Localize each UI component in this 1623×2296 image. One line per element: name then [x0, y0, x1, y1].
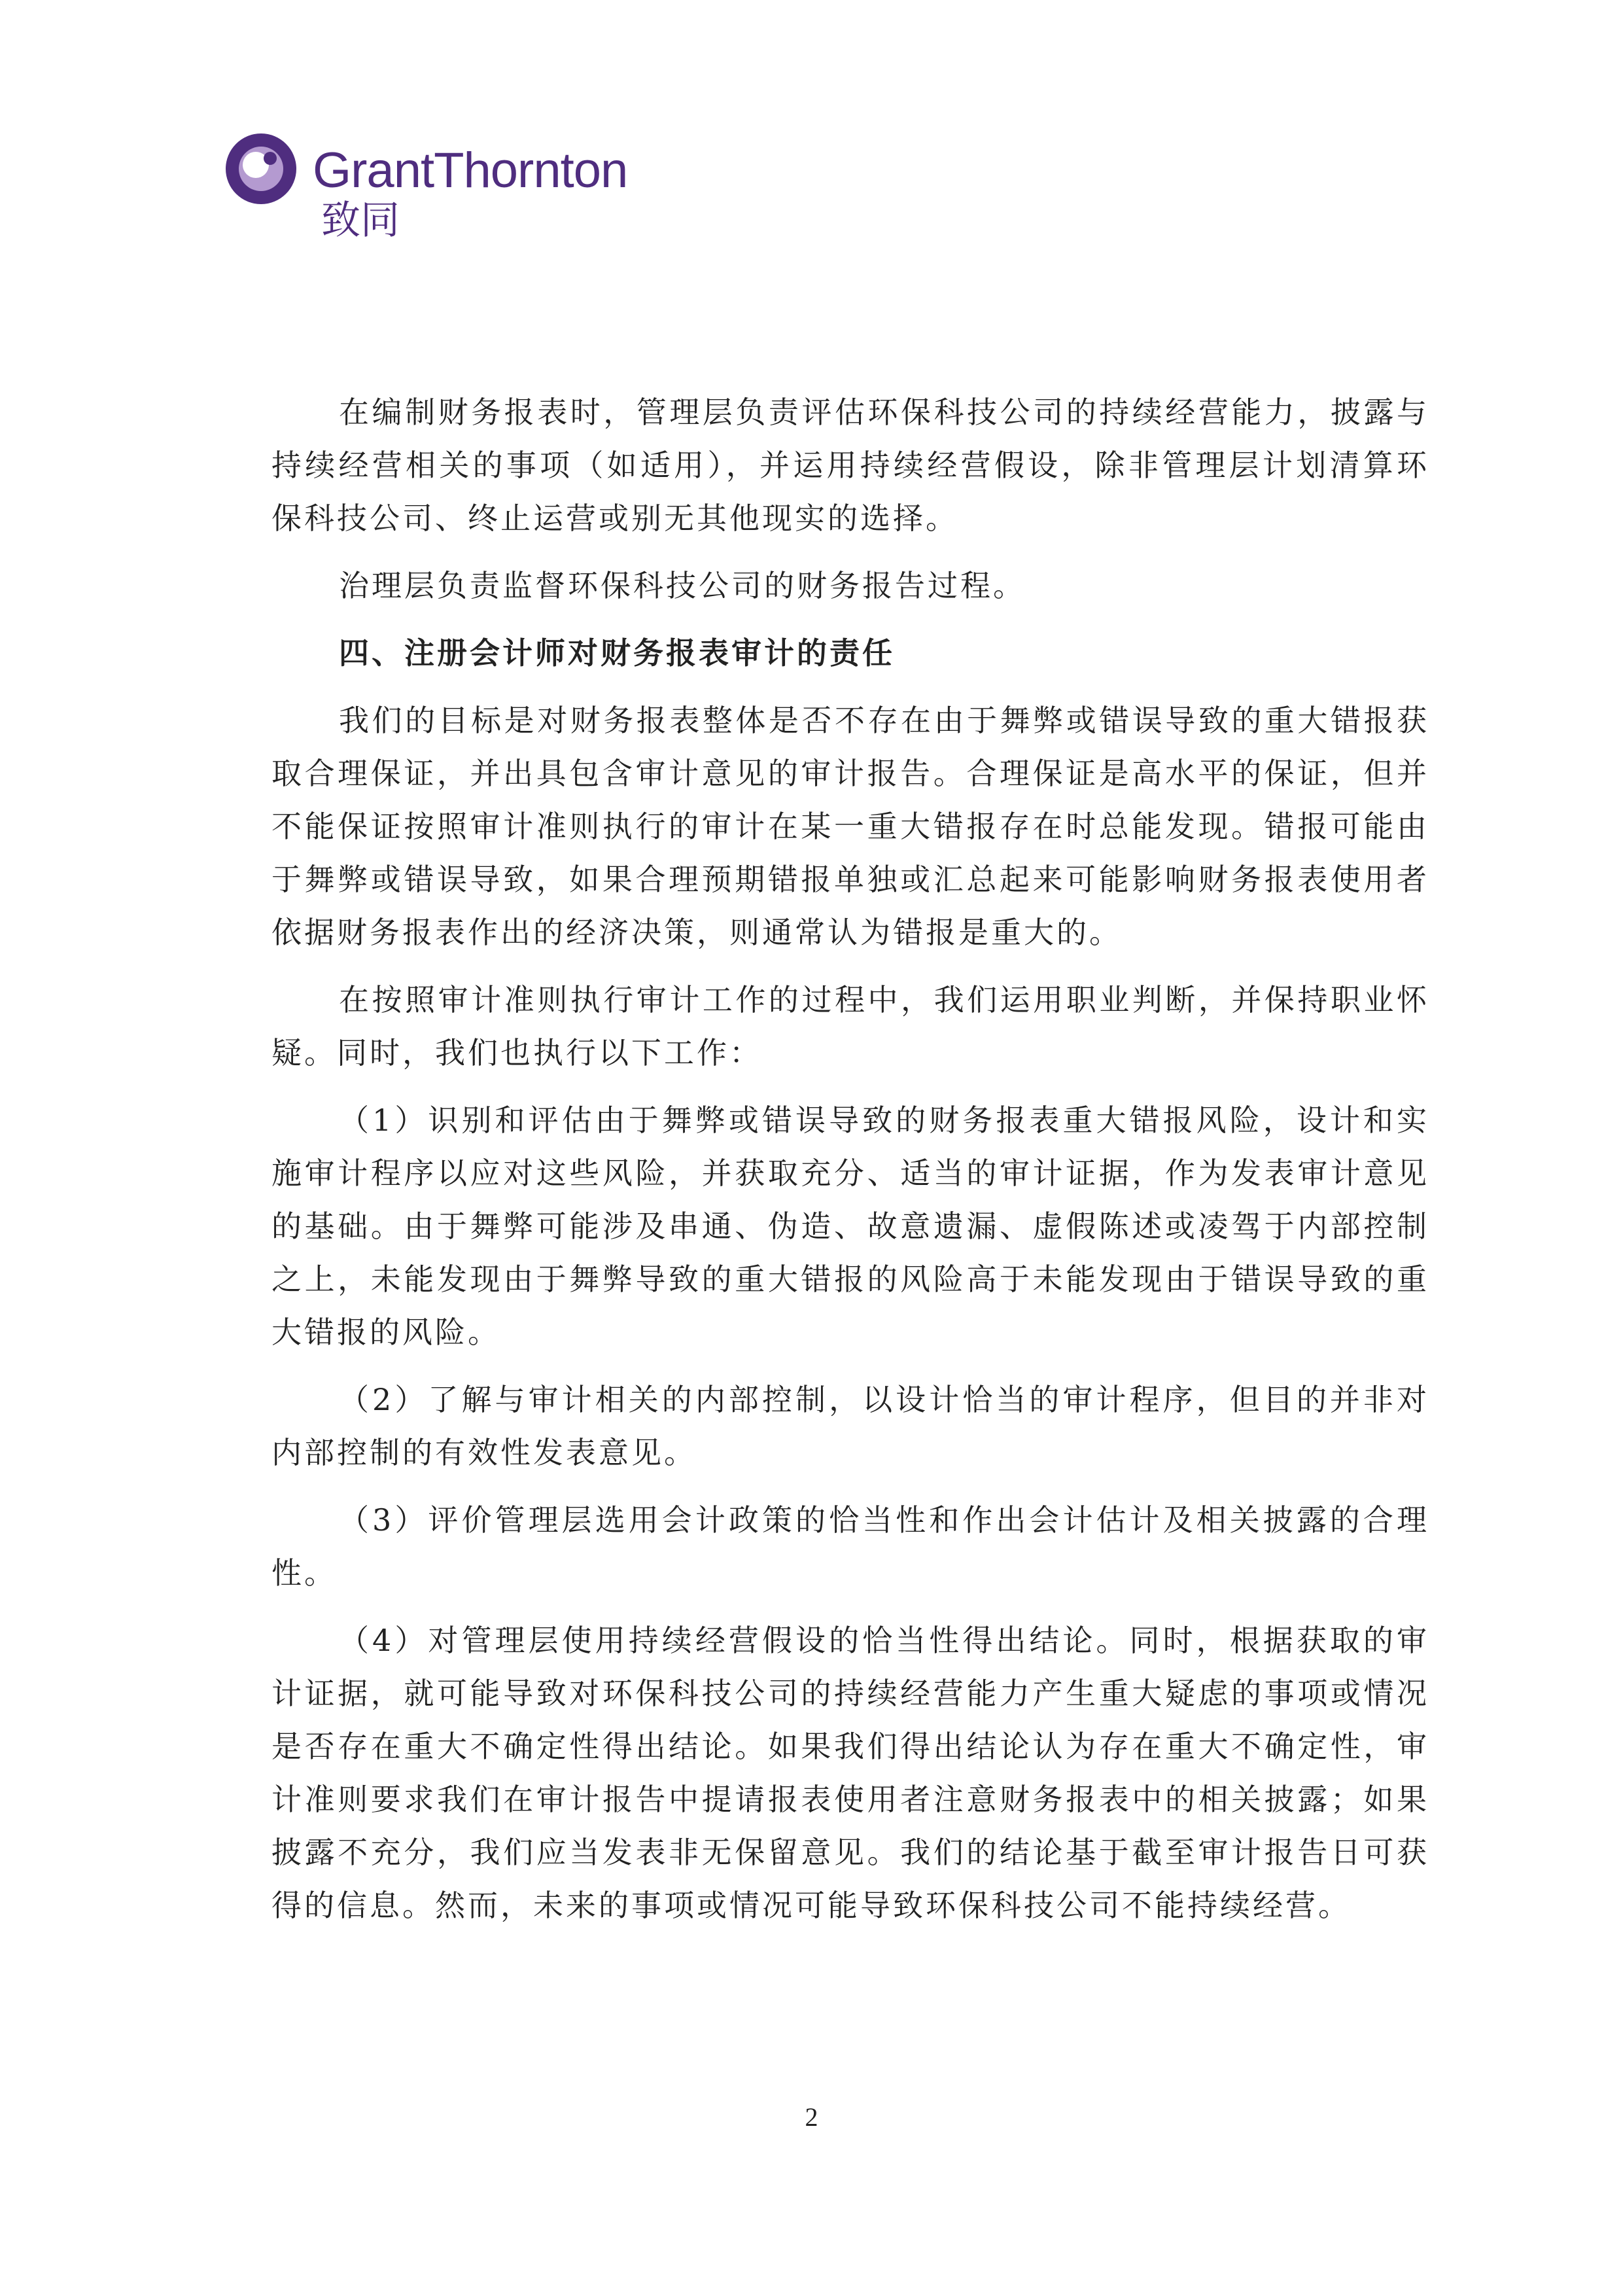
- list-item-4-going-concern-conclusion: （4）对管理层使用持续经营假设的恰当性得出结论。同时，根据获取的审计证据，就可能导致对环保科技公司的持续经营能力产生重大疑虑的事项或情况是否存在重大不确定性得出结论。如果我们得出结论认为存在重大不确定性，审计准则要求我们在审计报告中提请报表使用者注意财务报表中的相关披露；如果披露不充分，我们应当发表非无保留意见。我们的结论基于截至审计报告日可获得的信息。然而，未来的事项或情况可能导致环保科技公司不能持续经营。: [271, 1623, 1429, 1923]
- list-item-3-accounting-policies: （3）评价管理层选用会计政策的恰当性和作出会计估计及相关披露的合理性。: [271, 1502, 1429, 1591]
- grant-thornton-logo-mark-icon: [224, 132, 298, 205]
- page-number: 2: [805, 2102, 818, 2132]
- paragraph-going-concern-management: 在编制财务报表时，管理层负责评估环保科技公司的持续经营能力，披露与持续经营相关的事项（如适用），并运用持续经营假设，除非管理层计划清算环保科技公司、终止运营或别无其他现实的选择。: [271, 395, 1429, 536]
- paragraph-audit-objective: 我们的目标是对财务报表整体是否不存在由于舞弊或错误导致的重大错报获取合理保证，并出具包含审计意见的审计报告。合理保证是高水平的保证，但并不能保证按照审计准则执行的审计在某一重大错报存在时总能发现。错报可能由于舞弊或错误导致，如果合理预期错报单独或汇总起来可能影响财务报表使用者依据财务报表作出的经济决策，则通常认为错报是重大的。: [271, 703, 1429, 950]
- list-item-2-internal-control: （2）了解与审计相关的内部控制，以设计恰当的审计程序，但目的并非对内部控制的有效性发表意见。: [271, 1382, 1429, 1470]
- paragraph-governance-oversight: 治理层负责监督环保科技公司的财务报告过程。: [339, 568, 1026, 603]
- document-body: [271, 386, 1429, 1932]
- list-item-1-risk-assessment: （1）识别和评估由于舞弊或错误导致的财务报表重大错报风险，设计和实施审计程序以应对这些风险，并获取充分、适当的审计证据，作为发表审计意见的基础。由于舞弊可能涉及串通、伪造、故意遗漏、虚假陈述或凌驾于内部控制之上，未能发现由于舞弊导致的重大错报的风险高于未能发现由于错误导致的重大错报的风险。: [271, 1103, 1429, 1350]
- section-heading-auditor-responsibility: 四、注册会计师对财务报表审计的责任: [339, 635, 895, 671]
- logo-chinese-name: 致同: [321, 198, 400, 243]
- grant-thornton-logo: [224, 132, 682, 250]
- paragraph-professional-judgment: 在按照审计准则执行审计工作的过程中，我们运用职业判断，并保持职业怀疑。同时，我们也执行以下工作：: [271, 982, 1429, 1070]
- logo-wordmark: GrantThornton: [313, 143, 628, 198]
